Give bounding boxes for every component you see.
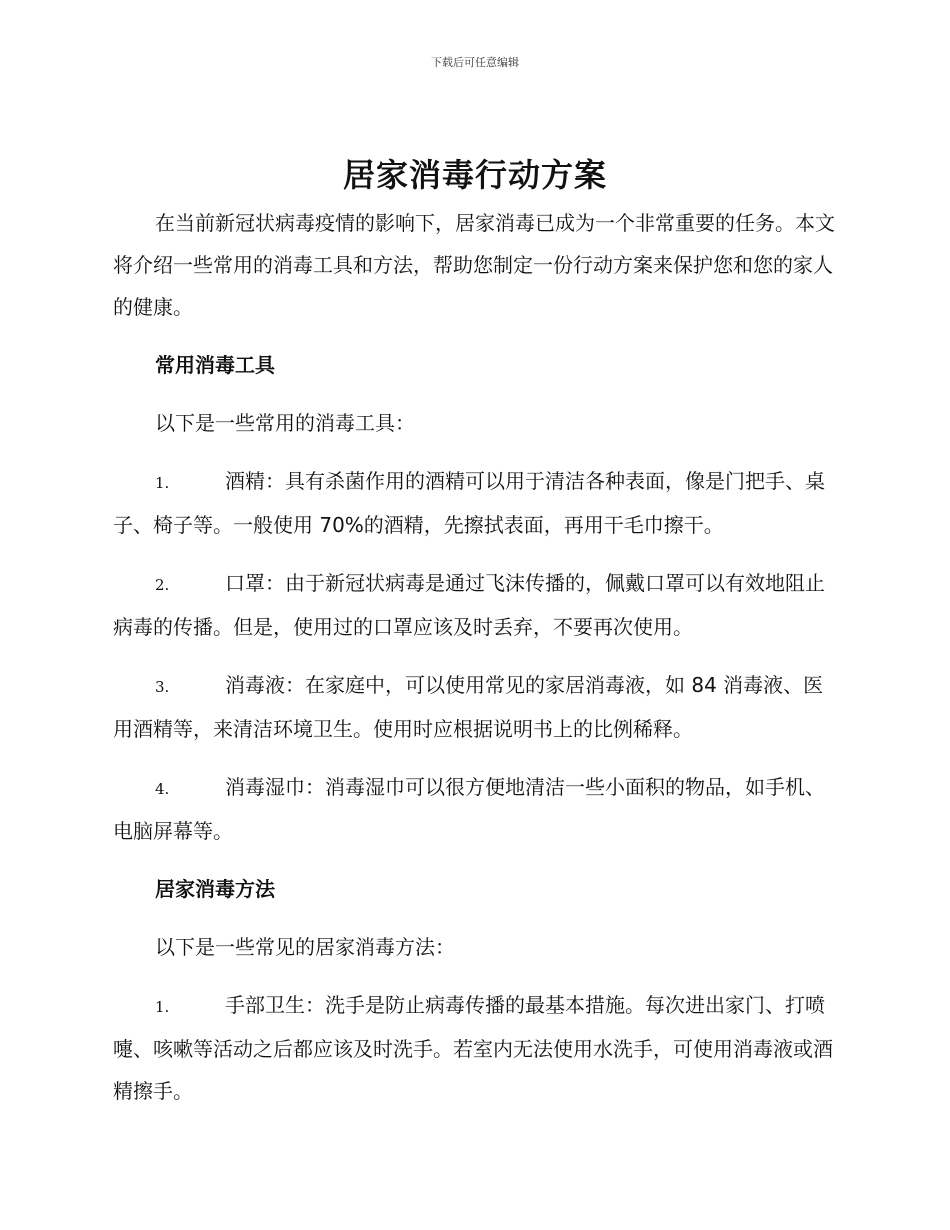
- section-lead-tools: 以下是一些常用的消毒工具：: [155, 411, 415, 435]
- list-text: 手部卫生：洗手是防止病毒传播的最基本措施。每次进出家门、打喷嚏、咳嗽等活动之后都应该及时洗手。若室内无法使用水洗手，可使用消毒液或酒精擦手。: [113, 993, 833, 1103]
- section-lead-methods: 以下是一些常见的居家消毒方法：: [155, 935, 455, 959]
- intro-paragraph: 在当前新冠状病毒疫情的影响下，居家消毒已成为一个非常重要的任务。本文将介绍一些常用的消毒工具和方法，帮助您制定一份行动方案来保护您和您的家人的健康。: [113, 211, 835, 319]
- list-item: [113, 984, 838, 1112]
- list-number: 1.: [155, 998, 170, 1016]
- list-item: [113, 562, 838, 648]
- list-number: 1.: [155, 474, 170, 492]
- list-item: [113, 664, 838, 750]
- list-text: 消毒湿巾：消毒湿巾可以很方便地清洁一些小面积的物品，如手机、电脑屏幕等。: [113, 775, 825, 843]
- document-body: [113, 202, 838, 1128]
- section-heading-methods: 居家消毒方法: [155, 877, 275, 901]
- list-number: 3.: [155, 678, 170, 696]
- list-text: 消毒液：在家庭中，可以使用常见的家居消毒液，如 84 消毒液、医用酒精等，来清洁环境卫生。使用时应根据说明书上的比例稀释。: [113, 673, 824, 741]
- document-title: 居家消毒行动方案: [342, 156, 607, 194]
- list-item: [113, 766, 838, 852]
- section-heading-tools: 常用消毒工具: [155, 353, 275, 377]
- list-item: [113, 460, 838, 546]
- list-number: 2.: [155, 576, 170, 594]
- list-number: 4.: [155, 780, 170, 798]
- list-text: 酒精：具有杀菌作用的酒精可以用于清洁各种表面，像是门把手、桌子、椅子等。一般使用 70%的酒精，先擦拭表面，再用干毛巾擦干。: [113, 469, 825, 537]
- page-header-note: 下载后可任意编辑: [431, 56, 519, 69]
- list-text: 口罩：由于新冠状病毒是通过飞沫传播的，佩戴口罩可以有效地阻止病毒的传播。但是，使用过的口罩应该及时丢弃，不要再次使用。: [113, 571, 825, 639]
